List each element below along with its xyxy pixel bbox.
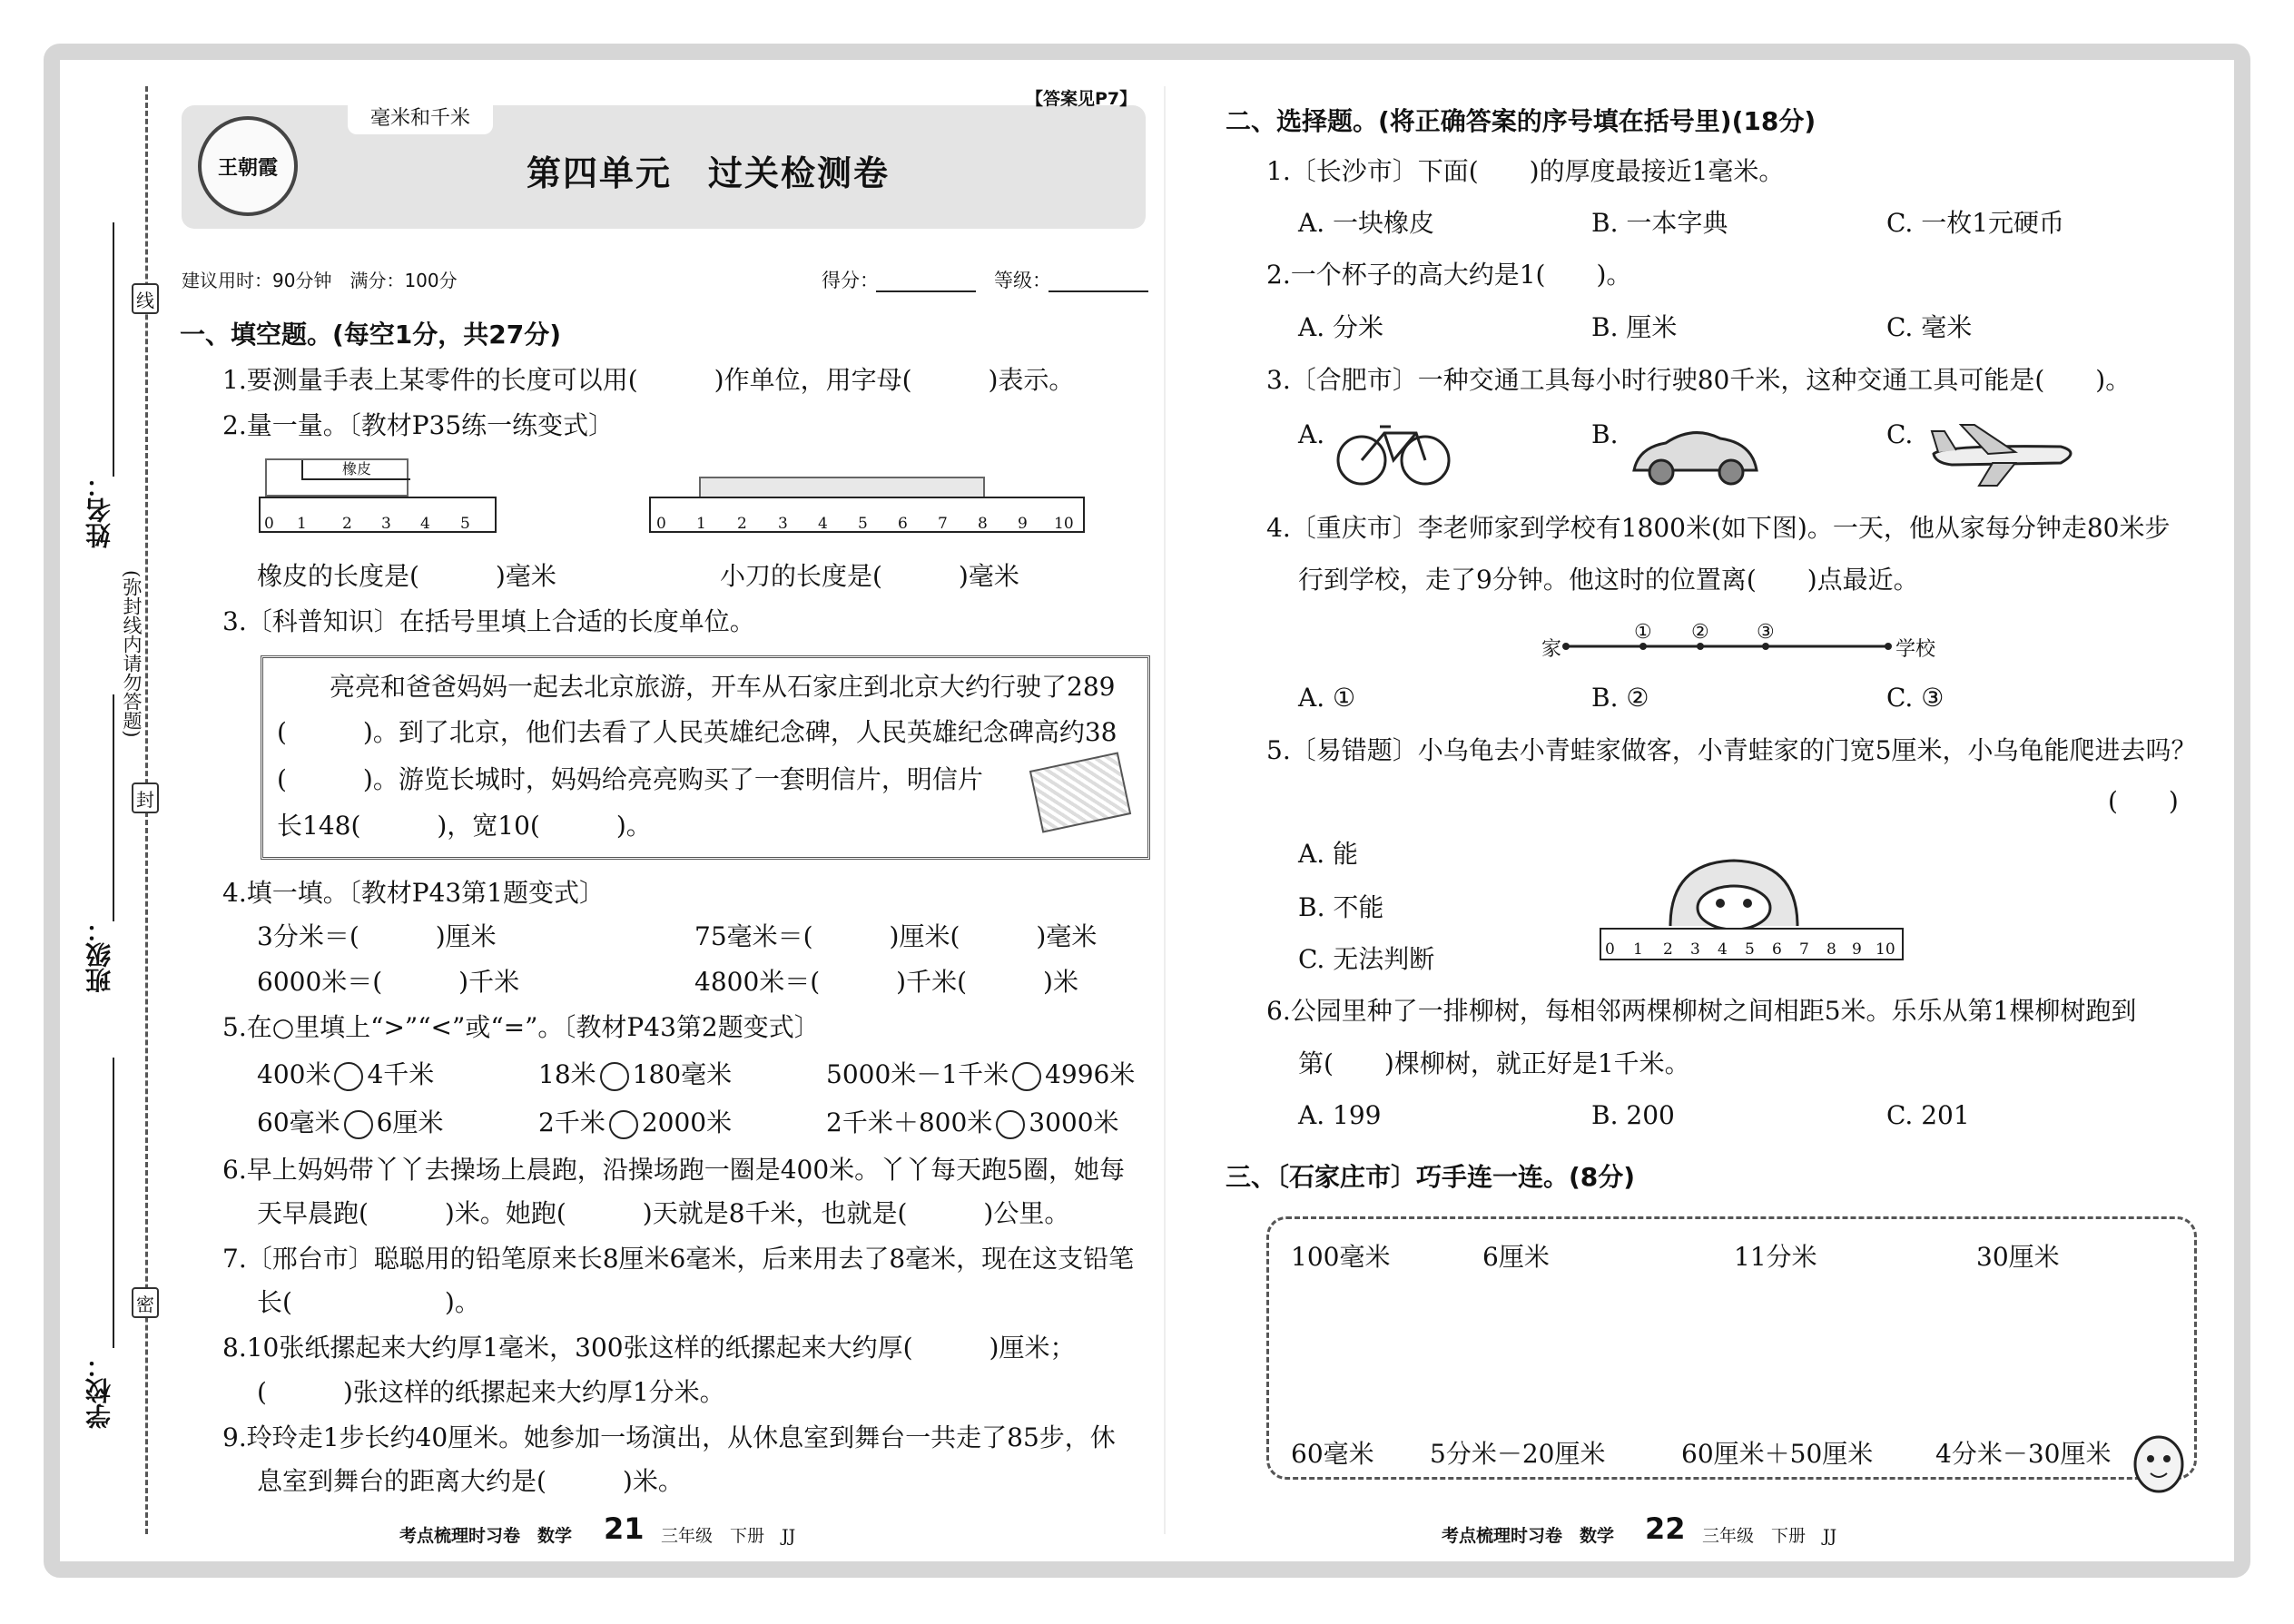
name-label: 姓名：	[84, 472, 114, 548]
match-top-4[interactable]: 30厘米	[1976, 1242, 2060, 1272]
airplane-icon	[1925, 418, 2083, 490]
page-gutter	[1164, 86, 1166, 1534]
question-4: 4.填一填。〔教材P43第1题变式〕	[222, 878, 605, 908]
choice-2c[interactable]: C. 毫米	[1886, 312, 1973, 342]
car-icon	[1629, 425, 1761, 487]
compare-circle[interactable]	[344, 1110, 373, 1139]
question-8-line-1: 8.10张纸摞起来大约厚1毫米，300张这样的纸摞起来大约厚( )厘米；	[222, 1333, 1076, 1363]
choice-6a[interactable]: A. 199	[1298, 1100, 1382, 1130]
footer-left: 考点梳理时习卷 数学	[399, 1526, 573, 1546]
choice-4c[interactable]: C. ③	[1886, 683, 1944, 713]
footer-right: 考点梳理时习卷 数学	[1442, 1526, 1615, 1546]
compare-5-right: 2000米	[641, 1107, 733, 1137]
story-line-3: ( )。游览长城时，妈妈给亮亮购买了一套明信片，明信片	[277, 764, 983, 794]
choice-2b[interactable]: B. 厘米	[1591, 312, 1678, 342]
point-3: ③	[1757, 621, 1775, 644]
question-1: 1.要测量手表上某零件的长度可以用( )作单位，用字母( )表示。	[222, 365, 1075, 395]
time-score: 建议用时：90分钟 满分：100分	[182, 270, 458, 291]
compare-circle[interactable]	[1012, 1062, 1041, 1091]
compare-5	[538, 1107, 732, 1139]
compare-1-right: 4千米	[367, 1059, 435, 1089]
compare-6	[826, 1107, 1119, 1139]
choice-5a[interactable]: A. 能	[1298, 839, 1359, 869]
page-number-left: 21	[604, 1511, 645, 1546]
question-6-line-2: 天早晨跑( )米。她跑( )天就是8千米，也就是( )公里。	[257, 1198, 1070, 1228]
bicycle-icon	[1334, 419, 1452, 487]
story-line-2: ( )。到了北京，他们去看了人民英雄纪念碑，人民英雄纪念碑高约38	[277, 717, 1117, 747]
match-bottom-4[interactable]: 4分米－30厘米	[1935, 1439, 2112, 1469]
compare-3	[826, 1059, 1135, 1091]
question-7-line-2: 长( )。	[257, 1287, 480, 1317]
match-top-1[interactable]: 100毫米	[1291, 1242, 1391, 1272]
question-9-line-1: 9.玲玲走1步长约40厘米。她参加一场演出，从休息室到舞台一共走了85步，休	[222, 1422, 1116, 1452]
choice-1c[interactable]: C. 一枚1元硬币	[1886, 208, 2065, 238]
choice-5c[interactable]: C. 无法判断	[1298, 944, 1435, 974]
compare-4	[257, 1107, 443, 1139]
class-field[interactable]	[113, 694, 114, 921]
question-9-line-2: 息室到舞台的距离大约是( )米。	[257, 1466, 684, 1496]
footer-left-2: 三年级 下册 JJ	[661, 1526, 796, 1546]
unit-tab: 毫米和千米	[348, 103, 493, 134]
compare-3-right: 4996米	[1045, 1059, 1136, 1089]
choice-2a[interactable]: A. 分米	[1298, 312, 1384, 342]
ruler-1: 0 1 2 3 4 5	[259, 497, 497, 533]
compare-1-left: 400米	[257, 1059, 331, 1089]
choice-2: 2.一个杯子的高大约是1( )。	[1266, 260, 1632, 290]
question-2: 2.量一量。〔教材P35练一练变式〕	[222, 410, 615, 440]
logo: 王朝霞	[198, 116, 298, 216]
choice-6c[interactable]: C. 201	[1886, 1100, 1970, 1130]
choice-6-line-1: 6.公园里种了一排柳树，每相邻两棵柳树之间相距5米。乐乐从第1棵柳树跑到	[1266, 996, 2137, 1026]
class-label: 班级：	[84, 917, 114, 993]
question-4b: 75毫米＝( )厘米( )毫米	[694, 921, 1098, 951]
choice-3: 3.〔合肥市〕一种交通工具每小时行驶80千米，这种交通工具可能是( )。	[1266, 365, 2132, 395]
section-1-heading: 一、填空题。(每空1分，共27分)	[180, 320, 562, 349]
seal-note: (弥封线内请勿答题)	[121, 569, 143, 738]
story-line-4: 长148( )，宽10( )。	[277, 811, 652, 841]
page-title: 第四单元 过关检测卷	[527, 153, 891, 193]
compare-2-right: 180毫米	[632, 1059, 733, 1089]
match-bottom-2[interactable]: 5分米－20厘米	[1430, 1439, 1606, 1469]
ruler-3: 0 1 2 3 4 5 6 7 8 9 10	[1600, 928, 1904, 960]
page-number-right: 22	[1645, 1511, 1686, 1546]
match-bottom-3[interactable]: 60厘米＋50厘米	[1681, 1439, 1874, 1469]
question-6-line-1: 6.早上妈妈带丫丫去操场上晨跑，沿操场跑一圈是400米。丫丫每天跑5圈，她每	[222, 1155, 1125, 1185]
compare-circle[interactable]	[600, 1062, 629, 1091]
eraser-label: 橡皮	[301, 460, 410, 480]
compare-1	[257, 1059, 434, 1091]
choice-5-answer[interactable]: ( )	[2108, 786, 2179, 816]
match-top-3[interactable]: 11分米	[1734, 1242, 1817, 1272]
choice-3b[interactable]: B.	[1591, 419, 1619, 449]
question-2a: 橡皮的长度是( )毫米	[257, 561, 556, 591]
choice-3c[interactable]: C.	[1886, 419, 1914, 449]
point-2: ②	[1691, 621, 1709, 644]
choice-4-line-1: 4.〔重庆市〕李老师家到学校有1800米(如下图)。一天，他从家每分钟走80米步	[1266, 513, 2171, 543]
section-2-heading: 二、选择题。(将正确答案的序号填在括号里)(18分)	[1226, 106, 1816, 136]
compare-5-left: 2千米	[538, 1107, 605, 1137]
choice-6-line-2: 第( )棵柳树，就正好是1千米。	[1298, 1048, 1690, 1078]
match-top-2[interactable]: 6厘米	[1482, 1242, 1550, 1272]
compare-6-right: 3000米	[1029, 1107, 1119, 1137]
choice-3a[interactable]: A.	[1298, 419, 1325, 449]
eraser-figure	[265, 458, 409, 497]
choice-4-line-2: 行到学校，走了9分钟。他这时的位置离( )点最近。	[1298, 565, 1919, 595]
compare-4-left: 60毫米	[257, 1107, 340, 1137]
compare-2-left: 18米	[538, 1059, 596, 1089]
choice-5: 5.〔易错题〕小乌龟去小青蛙家做客，小青蛙家的门宽5厘米，小乌龟能爬进去吗？	[1266, 735, 2197, 765]
section-3-heading: 三、〔石家庄市〕巧手连一连。(8分)	[1226, 1162, 1636, 1192]
compare-circle[interactable]	[996, 1110, 1025, 1139]
score-label: 得分：	[822, 270, 879, 291]
point-1: ①	[1634, 621, 1652, 644]
choice-4b[interactable]: B. ②	[1591, 683, 1649, 713]
school-label: 学校：	[84, 1353, 114, 1429]
question-7-line-1: 7.〔邢台市〕聪聪用的铅笔原来长8厘米6毫米，后来用去了8毫米，现在这支铅笔	[222, 1244, 1135, 1274]
footer-right-2: 三年级 下册 JJ	[1702, 1526, 1837, 1546]
match-bottom-1[interactable]: 60毫米	[1291, 1439, 1374, 1469]
compare-circle[interactable]	[334, 1062, 363, 1091]
question-4a: 3分米＝( )厘米	[257, 921, 497, 951]
question-3: 3.〔科普知识〕在括号里填上合适的长度单位。	[222, 606, 755, 636]
name-field[interactable]	[113, 222, 114, 477]
question-8-line-2: ( )张这样的纸摞起来大约厚1分米。	[257, 1377, 725, 1407]
choice-6b[interactable]: B. 200	[1591, 1100, 1675, 1130]
grade-field[interactable]	[1049, 290, 1148, 292]
compare-6-left: 2千米＋800米	[826, 1107, 993, 1137]
choice-5b[interactable]: B. 不能	[1298, 892, 1384, 922]
choice-1b[interactable]: B. 一本字典	[1591, 208, 1728, 238]
school-label: 学校	[1895, 638, 1936, 661]
turtle-icon	[1661, 853, 1807, 928]
story-line-1: 亮亮和爸爸妈妈一起去北京旅游，开车从石家庄到北京大约行驶了289	[330, 672, 1116, 702]
score-field[interactable]	[876, 290, 976, 292]
mark-seal: 封	[132, 782, 159, 813]
route-line	[1539, 617, 1920, 663]
compare-2	[538, 1059, 732, 1091]
question-4d: 4800米＝( )千米( )米	[694, 967, 1078, 997]
home-label: 家	[1541, 638, 1562, 661]
mascot-icon	[2127, 1430, 2191, 1501]
grade-label: 等级：	[994, 270, 1051, 291]
ruler-2: 0 1 2 3 4 5 6 7 8 9 10	[649, 497, 1085, 533]
question-2b: 小刀的长度是( )毫米	[720, 561, 1019, 591]
answer-reference: 【答案见P7】	[1026, 89, 1137, 109]
school-field[interactable]	[113, 1058, 114, 1348]
question-5: 5.在○里填上“>”“<”或“=”。〔教材P43第2题变式〕	[222, 1012, 820, 1042]
choice-1: 1.〔长沙市〕下面( )的厚度最接近1毫米。	[1266, 156, 1785, 186]
choice-1a[interactable]: A. 一块橡皮	[1298, 208, 1435, 238]
knife-figure	[699, 477, 985, 498]
mark-close: 密	[132, 1287, 159, 1318]
question-4c: 6000米＝( )千米	[257, 967, 520, 997]
mark-line: 线	[132, 283, 159, 314]
compare-3-left: 5000米－1千米	[826, 1059, 1009, 1089]
compare-circle[interactable]	[609, 1110, 638, 1139]
compare-4-right: 6厘米	[376, 1107, 444, 1137]
choice-4a[interactable]: A. ①	[1298, 683, 1356, 713]
